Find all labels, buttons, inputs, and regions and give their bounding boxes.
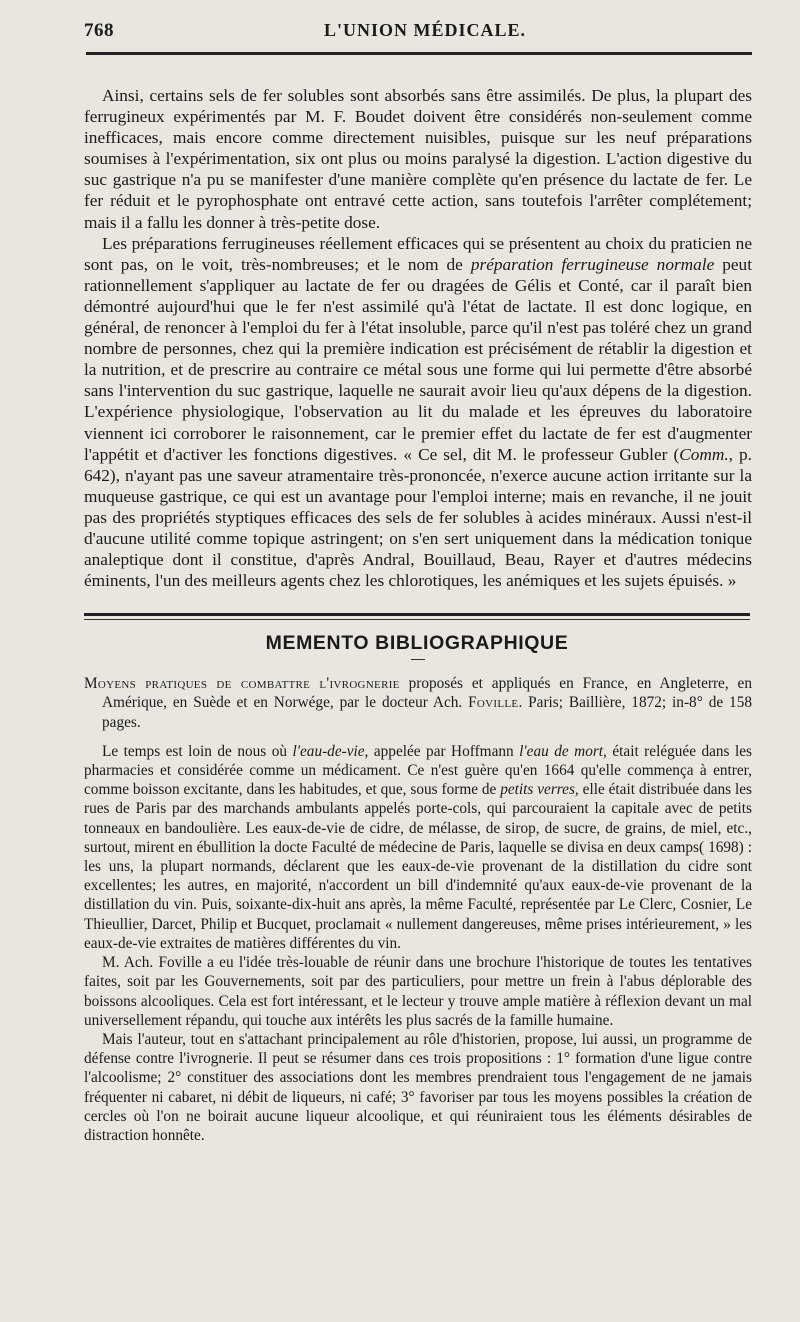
article-continuation [84,85,752,591]
running-title: L'UNION MÉDICALE. [324,20,527,40]
article-paragraph-2: Les préparations ferrugineuses réellement efficaces qui se présentent au choix du praticien ne sont pas, on le voit, très-nombreuses; et le nom de préparation ferrugineuse normale peut rationnellement s'appliquer au lactate de fer ou dragées de Gélis et Conté, car il paraît bien démontré aujourd'hui que le fer n'est assimilé qu'à l'état de lactate. Il est donc logique, en général, de renoncer à l'emploi du fer à l'état insoluble, parce qu'il n'est pas toléré chez un grand nombre de personnes, chez qui la première indication est précisément de rétablir la digestion et la nutrition, et de prescrire au contraire ce métal sous une forme qui lui permette d'être absorbé sans l'intervention du suc gastrique, laquelle ne saurait avoir lieu qu'aux dépens de la digestion. L'expérience physiologique, l'observation au lit du malade et les épreuves du laboratoire viennent ici corroborer le raisonnement, car le premier effet du lactate de fer est d'augmenter l'appétit et d'activer les fonctions digestives. « Ce sel, dit M. le professeur Gubler (Comm., p. 642), n'ayant pas une saveur atramentaire très-prononcée, n'exerce aucune action irritante sur la muqueuse gastrique, ce qui est un avantage pour l'emploi interne; mais en revanche, il ne jouit pas des propriétés styptiques efficaces des sels de fer solubles à acides minéraux. Aussi n'est-il d'aucune utilité comme topique astringent; on s'en sert uniquement dans la médication tonique analeptique dont il constitue, d'après Andral, Bouillaud, Beau, Rayer et d'autres médecins éminents, l'un des meilleurs agents chez les chlorotiques, les anémiques et les sujets épuisés. » [84,233,752,591]
memento-paragraph-1: Le temps est loin de nous où l'eau-de-vie, appelée par Hoffmann l'eau de mort, était reléguée dans les pharmacies et considérée comme un médicament. Ce n'est guère qu'en 1664 qu'elle commença à entrer, comme boisson excitante, dans les habitudes, et que, sous forme de petits verres, elle était distribuée dans les rues de Paris par des marchands ambulants appelés porte-cols, qui parcouraient la capitale avec de petits tonneaux en bandoulière. Les eaux-de-vie de cidre, de mélasse, de sirop, de sucre, de grains, de miel, etc., surtout, mirent en ébullition la docte Faculté de médecine de Paris, laquelle se divisa en deux camps( 1698) : les uns, la plupart normands, déclarent que les eaux-de-vie provenant de la distillation du cidre sont excellentes; les autres, en majorité, n'accordent un bill d'indemnité qu'aux eaux-de-vie provenant de la distillation du vin. Puis, soixante-dix-huit ans après, la même Faculté, représentée par Le Clerc, Cosnier, Le Thieullier, Darcet, Philip et Bucquet, proclamait « nullement dangereuses, même prises intérieurement, » les eaux-de-vie extraites de matières différentes du vin. [84,742,752,952]
page-header [84,16,752,50]
page-number: 768 [84,20,114,41]
memento-paragraph-2: M. Ach. Foville a eu l'idée très-louable de réunir dans une brochure l'historique de toutes les tentatives faites, soit par les Gouvernements, soit par des particuliers, pour mettre un frein à l'abus déplorable des boissons alcooliques. Cela est fort intéressant, et le lecteur y trouve ample matière à réflexion devant un mal universellement répandu, qui touche aux intérêts les plus sacrés de la famille humaine. [84,954,752,1029]
title-dash [411,659,425,660]
article-paragraph-1: Ainsi, certains sels de fer solubles sont absorbés sans être assimilés. De plus, la plupart des ferrugineux expérimentés par M. F. Boudet doivent être considérés non-seulement comme inefficaces, mais encore comme directement nuisibles, puisque sur les neuf préparations soumises à l'expérimentation, six ont plus ou moins paralysé la digestion. L'action digestive du suc gastrique n'a pu se manifester d'une manière complète qu'en présence du lactate de fer. Le fer réduit et le pyrophosphate ont entravé cette action, sans toutefois l'arrêter complétement; mais il a fallu les donner à très-petite dose. [84,86,752,232]
header-rule [86,52,752,55]
book-reference: Moyens pratiques de combattre l'ivrognerie proposés et appliqués en France, en Angleterre, en Amérique, en Suède et en Norwége, par le docteur Ach. Foville. Paris; Baillière, 1872; in-8° de 158 pages. [84,675,752,731]
memento-paragraph-3: Mais l'auteur, tout en s'attachant principalement au rôle d'historien, propose, lui aussi, un programme de défense contre l'ivrognerie. Il peut se résumer dans ces trois propositions : 1° formation d'une ligue contre l'alcoolisme; 2° constituer des associations dont les membres prendraient tous l'engagement de ne jamais fréquenter ni cabaret, ni débit de liqueurs, ni café; 3° favoriser par tous les moyens possibles la création de cercles où l'on ne boirait aucune liqueur alcoolique, et qui réuniraient tous les éléments désirables de distraction honnête. [84,1030,752,1144]
section-title: MEMENTO BIBLIOGRAPHIQUE [265,632,569,655]
memento-section [84,674,752,1145]
section-separator [84,613,752,620]
